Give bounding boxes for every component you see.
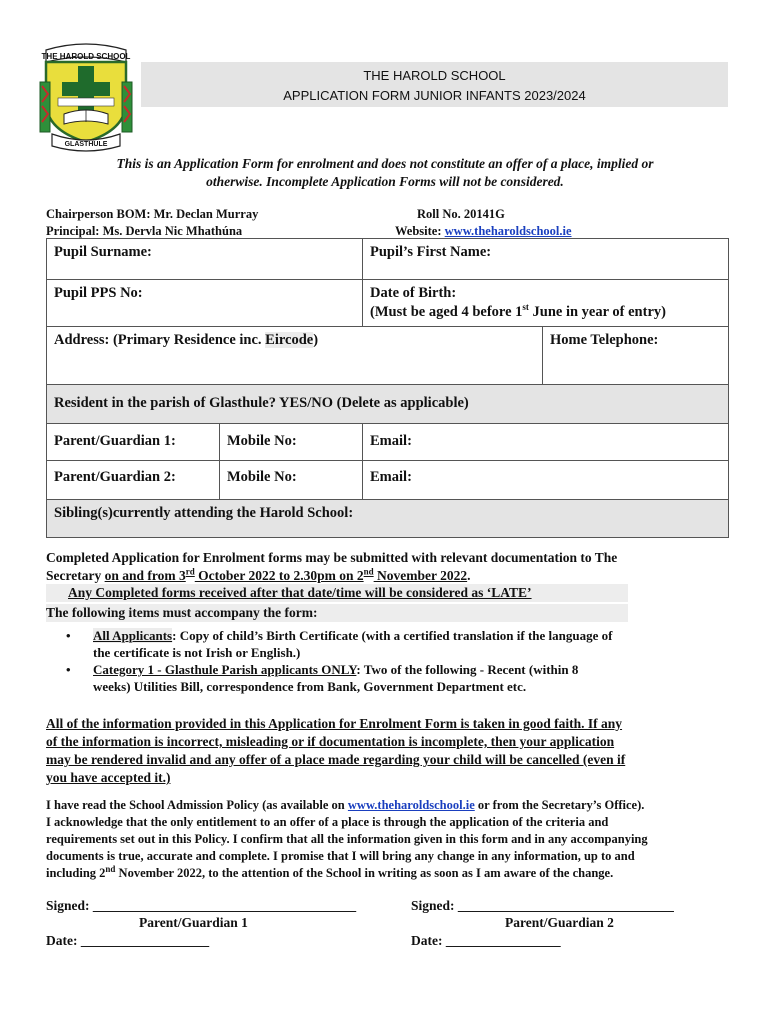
disclaimer-text (60, 155, 710, 191)
pupil-surname-field[interactable] (47, 239, 363, 280)
form-title-banner (141, 62, 728, 107)
signature-guardian-1[interactable]: Signed: _______________________________________ (46, 898, 357, 913)
bullet-all-applicants: • All Applicants: Copy of child’s Birth Certificate (with a certified translation if the language of the certificate is not Irish or English.) (66, 628, 613, 660)
principal-label: Principal: Ms. Dervla Nic Mhathúna (46, 224, 243, 238)
date-of-birth-field[interactable] (363, 280, 729, 327)
school-crest-logo (34, 42, 138, 154)
parent-2-email-field[interactable] (363, 461, 729, 500)
website-label: Website: (395, 224, 445, 238)
logo-bottom-text: GLASTHULE (64, 141, 108, 148)
parent-1-mobile-field[interactable] (220, 424, 363, 461)
date-guardian-1[interactable]: Date: ___________________ (46, 933, 210, 948)
declaration-website-link[interactable]: www.theharoldschool.ie (347, 798, 475, 812)
items-heading: The following items must accompany the form: (46, 604, 628, 622)
submission-info (46, 549, 736, 585)
pupil-pps-field[interactable] (47, 280, 363, 327)
pupil-first-name-label: Pupil’s First Name: (370, 244, 492, 260)
parent-2-mobile-field[interactable] (220, 461, 363, 500)
resident-parish-field[interactable] (47, 385, 729, 424)
declaration-text: I have read the School Admission Policy (as available on www.theharoldschool.ie or from the Secretary’s Office). I acknowledge that the only entitlement to an offer of a place is through the application of the criteria and requirements set out in this Policy. I confirm that all the information given in this form and in any accompanying documents is true, accurate and complete. I promise that I will bring any change in any information, up to and including 2nd November 2022, to the attention of the School in writing as soon as I am aware of the change. (46, 798, 648, 880)
late-notice: Any Completed forms received after that date/time will be considered as ‘LATE’ (46, 584, 628, 602)
chairperson-label: Chairperson BOM: Mr. Declan Murray (46, 207, 259, 221)
email-label: Email: (370, 433, 412, 449)
guardian-2-caption: Parent/Guardian 2 (505, 915, 614, 930)
disclaimer-line-1: This is an Application Form for enrolment and does not constitute an offer of a place, implied or (116, 156, 654, 171)
form-title-heading: APPLICATION FORM JUNIOR INFANTS 2023/2024 (283, 88, 586, 103)
submission-line-1: Completed Application for Enrolment forms may be submitted with relevant documentation to The (46, 550, 618, 565)
bullet-category-1: • Category 1 - Glasthule Parish applicants ONLY: Two of the following - Recent (within 8 weeks) Utilities Bill, correspondence from Bank, Government Department etc. (66, 662, 579, 694)
bullet-icon: • (66, 628, 71, 643)
pupil-pps-label: Pupil PPS No: (54, 285, 143, 301)
submission-line-2: Secretary on and from 3rd October 2022 to 2.30pm on 2nd November 2022. (46, 566, 471, 583)
home-telephone-field[interactable] (543, 327, 729, 385)
siblings-field[interactable] (47, 500, 729, 538)
guardian-1-caption: Parent/Guardian 1 (139, 915, 248, 930)
bullet-icon: • (66, 662, 71, 677)
date-of-birth-note: (Must be aged 4 before 1st June in year of entry) (370, 302, 666, 320)
parent-guardian-2-field[interactable] (47, 461, 220, 500)
parent-guardian-2-label: Parent/Guardian 2: (54, 469, 176, 485)
pupil-surname-label: Pupil Surname: (54, 244, 152, 260)
school-name-heading: THE HAROLD SCHOOL (363, 68, 506, 83)
address-label: Address: (Primary Residence inc. Eircode) (54, 332, 319, 348)
signature-guardian-2[interactable]: Signed: ________________________________ (411, 898, 674, 913)
mobile-label: Mobile No: (227, 469, 297, 485)
pupil-first-name-field[interactable] (363, 239, 729, 280)
parent-1-email-field[interactable] (363, 424, 729, 461)
parent-guardian-1-field[interactable] (47, 424, 220, 461)
siblings-label: Sibling(s)currently attending the Harold School: (54, 505, 354, 521)
address-field[interactable] (47, 327, 543, 385)
home-telephone-label: Home Telephone: (550, 332, 659, 348)
parent-guardian-1-label: Parent/Guardian 1: (54, 433, 176, 449)
roll-number: Roll No. 20141G (417, 207, 505, 221)
website-link[interactable]: www.theharoldschool.ie (444, 224, 572, 238)
email-label: Email: (370, 469, 412, 485)
date-guardian-2[interactable]: Date: _________________ (411, 933, 561, 948)
mobile-label: Mobile No: (227, 433, 297, 449)
good-faith-statement: All of the information provided in this Application for Enrolment Form is taken in good faith. If any of the information is incorrect, misleading or if documentation is incomplete, then your application may be rendered invalid and any offer of a place made regarding your child will be cancelled (even if you have accepted it.) (46, 716, 626, 785)
resident-parish-label: Resident in the parish of Glasthule? YES/NO (Delete as applicable) (54, 395, 469, 411)
logo-top-text: THE HAROLD SCHOOL (41, 52, 131, 61)
date-of-birth-label: Date of Birth: (370, 285, 457, 301)
application-form-table (46, 238, 729, 538)
disclaimer-line-2: otherwise. Incomplete Application Forms will not be considered. (206, 174, 564, 189)
